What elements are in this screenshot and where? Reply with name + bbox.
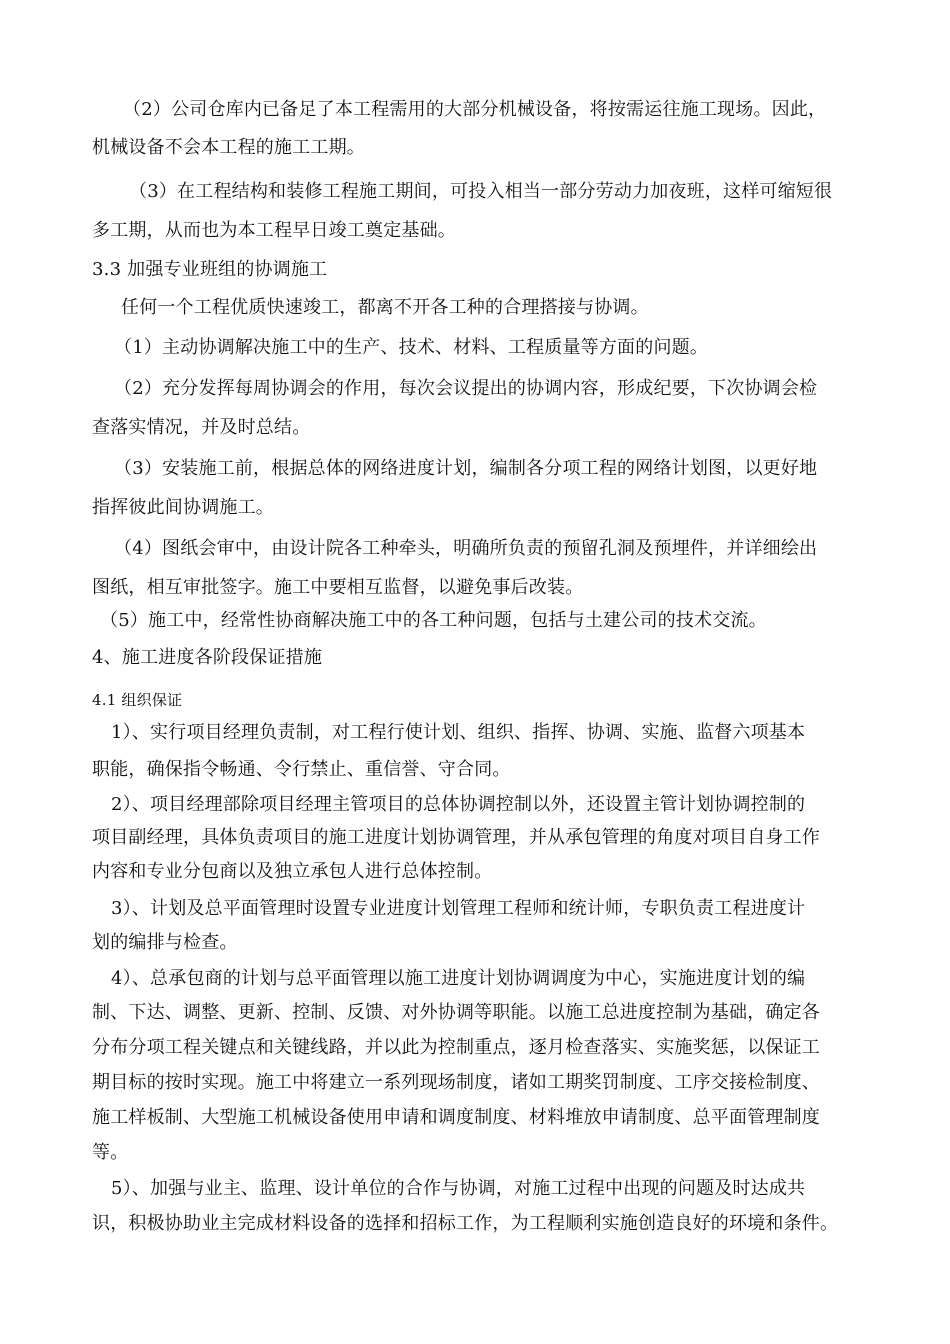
paragraph-line: 机械设备不会本工程的施工工期。 xyxy=(92,137,365,158)
paragraph-line: 职能，确保指令畅通、令行禁止、重信誉、守合同。 xyxy=(92,759,511,780)
paragraph-line: 4）、总承包商的计划与总平面管理以施工进度计划协调调度为中心，实施进度计划的编 xyxy=(111,968,806,989)
paragraph-line: （4）图纸会审中，由设计院各工种牵头，明确所负责的预留孔洞及预埋件，并详细绘出 xyxy=(114,538,818,559)
paragraph-line: 等。 xyxy=(92,1142,129,1163)
section-heading: 3.3 加强专业班组的协调施工 xyxy=(92,259,328,280)
paragraph-line: 查落实情况，并及时总结。 xyxy=(92,417,311,438)
paragraph-line: 分布分项工程关键点和关键线路，并以此为控制重点，逐月检查落实、实施奖惩，以保证工 xyxy=(92,1037,820,1058)
paragraph-line: （2）公司仓库内已备足了本工程需用的大部分机械设备，将按需运往施工现场。因此， xyxy=(123,99,827,120)
paragraph-line: 1）、实行项目经理负责制，对工程行使计划、组织、指挥、协调、实施、监督六项基本 xyxy=(111,722,806,743)
paragraph-line: （2）充分发挥每周协调会的作用，每次会议提出的协调内容，形成纪要，下次协调会检 xyxy=(114,378,818,399)
subsection-heading: 4.1 组织保证 xyxy=(92,691,183,709)
paragraph-line: 图纸，相互审批签字。施工中要相互监督，以避免事后改装。 xyxy=(92,577,584,598)
paragraph-line: 识，积极协助业主完成材料设备的选择和招标工作，为工程顺利实施创造良好的环境和条件。 xyxy=(92,1213,839,1234)
paragraph-line: （3）在工程结构和装修工程施工期间，可投入相当一部分劳动力加夜班，这样可缩短很 xyxy=(129,181,833,202)
paragraph-line: 划的编排与检查。 xyxy=(92,932,238,953)
section-heading: 4、施工进度各阶段保证措施 xyxy=(92,647,323,668)
paragraph-line: 多工期，从而也为本工程早日竣工奠定基础。 xyxy=(92,220,456,241)
paragraph-line: 内容和专业分包商以及独立承包人进行总体控制。 xyxy=(92,861,493,882)
paragraph-line: 期目标的按时实现。施工中将建立一系列现场制度，诸如工期奖罚制度、工序交接检制度、 xyxy=(92,1072,820,1093)
paragraph-line: （5）施工中，经常性协商解决施工中的各工种问题，包括与土建公司的技术交流。 xyxy=(100,610,767,631)
paragraph-line: （3）安装施工前，根据总体的网络进度计划，编制各分项工程的网络计划图，以更好地 xyxy=(114,458,818,479)
paragraph-line: 制、下达、调整、更新、控制、反馈、对外协调等职能。以施工总进度控制为基础，确定各 xyxy=(92,1002,820,1023)
paragraph-line: 项目副经理，具体负责项目的施工进度计划协调管理，并从承包管理的角度对项目自身工作 xyxy=(92,827,820,848)
paragraph-line: 任何一个工程优质快速竣工，都离不开各工种的合理搭接与协调。 xyxy=(121,297,649,318)
paragraph-line: 指挥彼此间协调施工。 xyxy=(92,497,274,518)
paragraph-line: 2）、项目经理部除项目经理主管项目的总体协调控制以外，还设置主管计划协调控制的 xyxy=(111,794,806,815)
paragraph-line: 施工样板制、大型施工机械设备使用申请和调度制度、材料堆放申请制度、总平面管理制度 xyxy=(92,1107,820,1128)
paragraph-line: （1）主动协调解决施工中的生产、技术、材料、工程质量等方面的问题。 xyxy=(114,337,709,358)
paragraph-line: 5）、加强与业主、监理、设计单位的合作与协调，对施工过程中出现的问题及时达成共 xyxy=(111,1178,806,1199)
paragraph-line: 3）、计划及总平面管理时设置专业进度计划管理工程师和统计师，专职负责工程进度计 xyxy=(111,898,806,919)
